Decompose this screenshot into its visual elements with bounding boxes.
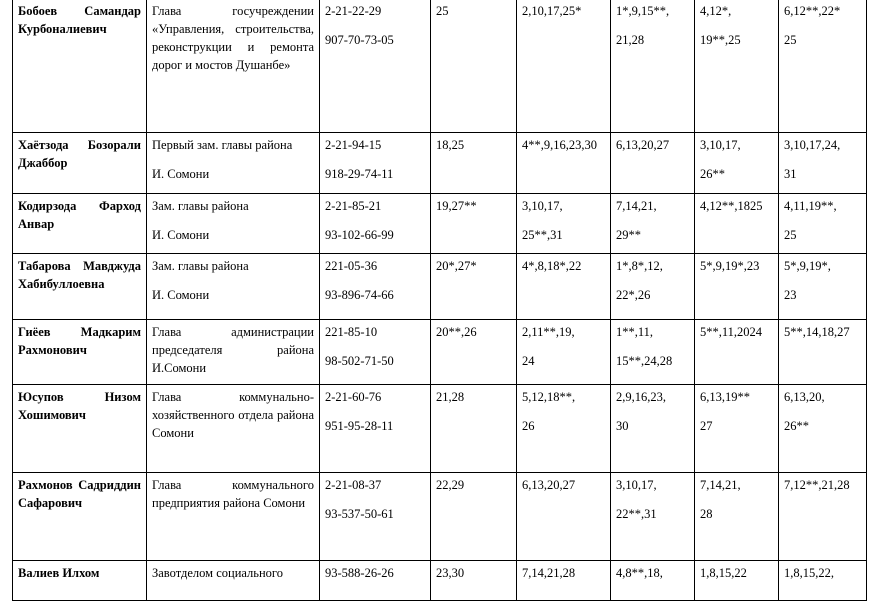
person-name-cell bbox=[13, 385, 147, 473]
person-name-cell bbox=[13, 320, 147, 385]
line-gap bbox=[152, 275, 314, 286]
phone-number: 2-21-85-21 bbox=[325, 199, 382, 213]
line-gap bbox=[616, 406, 689, 417]
duty-dates-cell bbox=[779, 0, 867, 133]
duty-dates-cell bbox=[431, 254, 517, 320]
line-gap bbox=[616, 275, 689, 286]
position-cell bbox=[147, 561, 320, 601]
line-gap bbox=[325, 215, 425, 226]
line-gap bbox=[700, 494, 773, 505]
duty-dates: 7,12**,21,28 bbox=[784, 478, 850, 492]
duty-dates: 22**,31 bbox=[616, 507, 657, 521]
phone-cell bbox=[320, 133, 431, 194]
duty-dates-cell bbox=[695, 320, 779, 385]
duty-dates: 6,13,19** bbox=[700, 390, 750, 404]
schedule-table bbox=[12, 0, 867, 601]
duty-dates: 22,29 bbox=[436, 478, 465, 492]
duty-dates: 3,10,17, bbox=[700, 138, 741, 152]
line-gap bbox=[784, 20, 861, 31]
person-name: Табарова Мавджуда Хабибуллоевна bbox=[18, 259, 141, 291]
duty-dates: 26** bbox=[784, 419, 809, 433]
duty-dates: 29** bbox=[616, 228, 641, 242]
person-name: Юсупов Низом Хошимович bbox=[18, 390, 141, 422]
person-name-cell bbox=[13, 561, 147, 601]
duty-dates: 1*,8*,12, bbox=[616, 259, 663, 273]
line-gap bbox=[325, 341, 425, 352]
phone-number: 93-588-26-26 bbox=[325, 566, 394, 580]
position-title: Зам. главы района bbox=[152, 259, 249, 273]
duty-dates-cell bbox=[431, 320, 517, 385]
duty-dates: 6,13,20, bbox=[784, 390, 825, 404]
phone-number: 221-05-36 bbox=[325, 259, 378, 273]
duty-dates: 1,8,15,22, bbox=[784, 566, 834, 580]
duty-dates-cell bbox=[517, 194, 611, 254]
duty-dates: 4,11,19**, bbox=[784, 199, 837, 213]
line-gap bbox=[700, 20, 773, 31]
duty-dates-cell bbox=[611, 133, 695, 194]
duty-dates: 1**,11, bbox=[616, 325, 654, 339]
position-title: Глава госучреждении «Управления, строительства, реконструкции и ремонта дорог и мостов Душанбе» bbox=[152, 4, 314, 72]
duty-dates-cell bbox=[517, 254, 611, 320]
duty-dates-cell bbox=[695, 561, 779, 601]
phone-cell bbox=[320, 385, 431, 473]
duty-dates-cell bbox=[779, 561, 867, 601]
phone-number: 93-537-50-61 bbox=[325, 507, 394, 521]
duty-dates: 6,13,20,27 bbox=[522, 478, 576, 492]
duty-dates-cell bbox=[517, 473, 611, 561]
duty-dates: 5**,14,18,27 bbox=[784, 325, 850, 339]
phone-number: 918-29-74-11 bbox=[325, 167, 394, 181]
duty-dates-cell bbox=[779, 320, 867, 385]
position-cell bbox=[147, 254, 320, 320]
duty-dates-cell bbox=[779, 254, 867, 320]
duty-dates: 21,28 bbox=[616, 33, 645, 47]
position-district: И. Сомони bbox=[152, 228, 210, 242]
phone-number: 907-70-73-05 bbox=[325, 33, 394, 47]
duty-dates-cell bbox=[611, 194, 695, 254]
line-gap bbox=[616, 20, 689, 31]
duty-dates-cell bbox=[431, 385, 517, 473]
line-gap bbox=[325, 494, 425, 505]
duty-dates-cell bbox=[695, 133, 779, 194]
duty-dates: 3,10,17, bbox=[616, 478, 657, 492]
position-cell bbox=[147, 473, 320, 561]
person-name-cell bbox=[13, 133, 147, 194]
duty-dates: 4,8**,18, bbox=[616, 566, 663, 580]
duty-dates: 6,12**,22* bbox=[784, 4, 841, 18]
phone-number: 2-21-08-37 bbox=[325, 478, 382, 492]
duty-dates: 25 bbox=[436, 4, 449, 18]
position-district: И. Сомони bbox=[152, 167, 210, 181]
duty-dates-cell bbox=[431, 0, 517, 133]
duty-dates: 23,30 bbox=[436, 566, 465, 580]
duty-dates-cell bbox=[517, 561, 611, 601]
duty-dates: 26 bbox=[522, 419, 535, 433]
phone-cell bbox=[320, 254, 431, 320]
duty-dates: 4*,8,18*,22 bbox=[522, 259, 582, 273]
line-gap bbox=[325, 406, 425, 417]
position-cell bbox=[147, 320, 320, 385]
line-gap bbox=[784, 154, 861, 165]
person-name-cell bbox=[13, 473, 147, 561]
duty-dates: 25**,31 bbox=[522, 228, 563, 242]
phone-number: 2-21-60-76 bbox=[325, 390, 382, 404]
phone-number: 98-502-71-50 bbox=[325, 354, 394, 368]
line-gap bbox=[522, 341, 605, 352]
person-name: Гиёев Мадкарим Рахмонович bbox=[18, 325, 141, 357]
duty-dates-cell bbox=[779, 133, 867, 194]
table-row bbox=[13, 133, 867, 194]
duty-dates: 6,13,20,27 bbox=[616, 138, 670, 152]
person-name-cell bbox=[13, 194, 147, 254]
duty-dates: 4,12*, bbox=[700, 4, 732, 18]
table-row bbox=[13, 254, 867, 320]
duty-dates-cell bbox=[431, 561, 517, 601]
duty-dates-cell bbox=[611, 473, 695, 561]
duty-dates: 19**,25 bbox=[700, 33, 741, 47]
duty-dates: 15**,24,28 bbox=[616, 354, 673, 368]
line-gap bbox=[784, 275, 861, 286]
duty-dates: 2,9,16,23, bbox=[616, 390, 666, 404]
position-title: Глава коммунально-хозяйственного отдела района Сомони bbox=[152, 390, 314, 440]
table-row bbox=[13, 320, 867, 385]
duty-dates-cell bbox=[695, 0, 779, 133]
duty-dates: 2,11**,19, bbox=[522, 325, 575, 339]
duty-dates: 4**,9,16,23,30 bbox=[522, 138, 597, 152]
position-title: Глава коммунального предприятия района Сомони bbox=[152, 478, 314, 510]
phone-cell bbox=[320, 473, 431, 561]
position-title: Первый зам. главы района bbox=[152, 138, 293, 152]
duty-dates-cell bbox=[611, 254, 695, 320]
duty-dates: 5**,11,2024 bbox=[700, 325, 763, 339]
duty-dates-cell bbox=[779, 473, 867, 561]
line-gap bbox=[325, 275, 425, 286]
position-cell bbox=[147, 194, 320, 254]
duty-dates: 1*,9,15**, bbox=[616, 4, 670, 18]
phone-number: 93-896-74-66 bbox=[325, 288, 394, 302]
phone-number: 2-21-22-29 bbox=[325, 4, 382, 18]
line-gap bbox=[616, 494, 689, 505]
duty-dates-cell bbox=[779, 385, 867, 473]
duty-dates-cell bbox=[611, 320, 695, 385]
person-name-cell bbox=[13, 0, 147, 133]
duty-dates: 31 bbox=[784, 167, 797, 181]
phone-number: 221-85-10 bbox=[325, 325, 378, 339]
duty-dates-cell bbox=[517, 385, 611, 473]
duty-dates-cell bbox=[611, 0, 695, 133]
duty-dates: 25 bbox=[784, 33, 797, 47]
duty-dates: 20**,26 bbox=[436, 325, 477, 339]
duty-dates: 28 bbox=[700, 507, 713, 521]
duty-dates: 7,14,21, bbox=[616, 199, 657, 213]
line-gap bbox=[616, 215, 689, 226]
duty-dates-cell bbox=[611, 385, 695, 473]
duty-dates: 5,12,18**, bbox=[522, 390, 576, 404]
line-gap bbox=[700, 154, 773, 165]
table-row bbox=[13, 561, 867, 601]
duty-dates-cell bbox=[431, 194, 517, 254]
duty-dates: 3,10,17,24, bbox=[784, 138, 841, 152]
duty-dates: 3,10,17, bbox=[522, 199, 563, 213]
duty-dates: 30 bbox=[616, 419, 629, 433]
table-row bbox=[13, 0, 867, 133]
person-name: Бобоев Самандар Курбоналиевич bbox=[18, 4, 141, 36]
duty-dates: 7,14,21, bbox=[700, 478, 741, 492]
duty-dates: 7,14,21,28 bbox=[522, 566, 576, 580]
line-gap bbox=[325, 20, 425, 31]
duty-dates-cell bbox=[517, 0, 611, 133]
line-gap bbox=[522, 406, 605, 417]
person-name: Валиев Илхом bbox=[18, 566, 100, 580]
duty-dates: 26** bbox=[700, 167, 725, 181]
table-body bbox=[13, 0, 867, 601]
duty-dates-cell bbox=[431, 473, 517, 561]
duty-dates-cell bbox=[517, 320, 611, 385]
line-gap bbox=[522, 215, 605, 226]
duty-dates-cell bbox=[695, 194, 779, 254]
position-title: Зам. главы района bbox=[152, 199, 249, 213]
duty-dates: 18,25 bbox=[436, 138, 465, 152]
line-gap bbox=[616, 341, 689, 352]
duty-dates-cell bbox=[611, 561, 695, 601]
duty-dates: 5*,9,19*, bbox=[784, 259, 831, 273]
position-title: Завотделом социального bbox=[152, 566, 283, 580]
position-district: И. Сомони bbox=[152, 288, 210, 302]
duty-dates-cell bbox=[779, 194, 867, 254]
line-gap bbox=[784, 215, 861, 226]
person-name: Кодирзода Фарход Анвар bbox=[18, 199, 141, 231]
duty-dates: 2,10,17,25* bbox=[522, 4, 582, 18]
position-cell bbox=[147, 0, 320, 133]
duty-dates: 19,27** bbox=[436, 199, 477, 213]
person-name: Хаётзода Бозорали Джаббор bbox=[18, 138, 141, 170]
line-gap bbox=[325, 154, 425, 165]
position-cell bbox=[147, 133, 320, 194]
duty-dates: 22*,26 bbox=[616, 288, 651, 302]
person-name-cell bbox=[13, 254, 147, 320]
line-gap bbox=[152, 215, 314, 226]
duty-dates-cell bbox=[695, 254, 779, 320]
duty-dates-cell bbox=[695, 385, 779, 473]
table-row bbox=[13, 194, 867, 254]
line-gap bbox=[152, 154, 314, 165]
duty-dates: 27 bbox=[700, 419, 713, 433]
line-gap bbox=[700, 406, 773, 417]
table-row bbox=[13, 473, 867, 561]
phone-cell bbox=[320, 561, 431, 601]
duty-dates-cell bbox=[517, 133, 611, 194]
duty-dates: 23 bbox=[784, 288, 797, 302]
person-name: Рахмонов Садриддин Сафарович bbox=[18, 478, 141, 510]
phone-cell bbox=[320, 194, 431, 254]
duty-dates: 25 bbox=[784, 228, 797, 242]
position-title: Глава администрации председателя района И.Сомони bbox=[152, 325, 314, 375]
phone-cell bbox=[320, 320, 431, 385]
duty-dates-cell bbox=[431, 133, 517, 194]
duty-dates: 21,28 bbox=[436, 390, 465, 404]
line-gap bbox=[784, 406, 861, 417]
duty-dates: 20*,27* bbox=[436, 259, 477, 273]
phone-number: 951-95-28-11 bbox=[325, 419, 394, 433]
phone-number: 2-21-94-15 bbox=[325, 138, 382, 152]
position-cell bbox=[147, 385, 320, 473]
duty-dates: 4,12**,1825 bbox=[700, 199, 763, 213]
phone-cell bbox=[320, 0, 431, 133]
phone-number: 93-102-66-99 bbox=[325, 228, 394, 242]
duty-dates: 1,8,15,22 bbox=[700, 566, 747, 580]
duty-dates-cell bbox=[695, 473, 779, 561]
duty-dates: 24 bbox=[522, 354, 535, 368]
table-row bbox=[13, 385, 867, 473]
duty-dates: 5*,9,19*,23 bbox=[700, 259, 760, 273]
